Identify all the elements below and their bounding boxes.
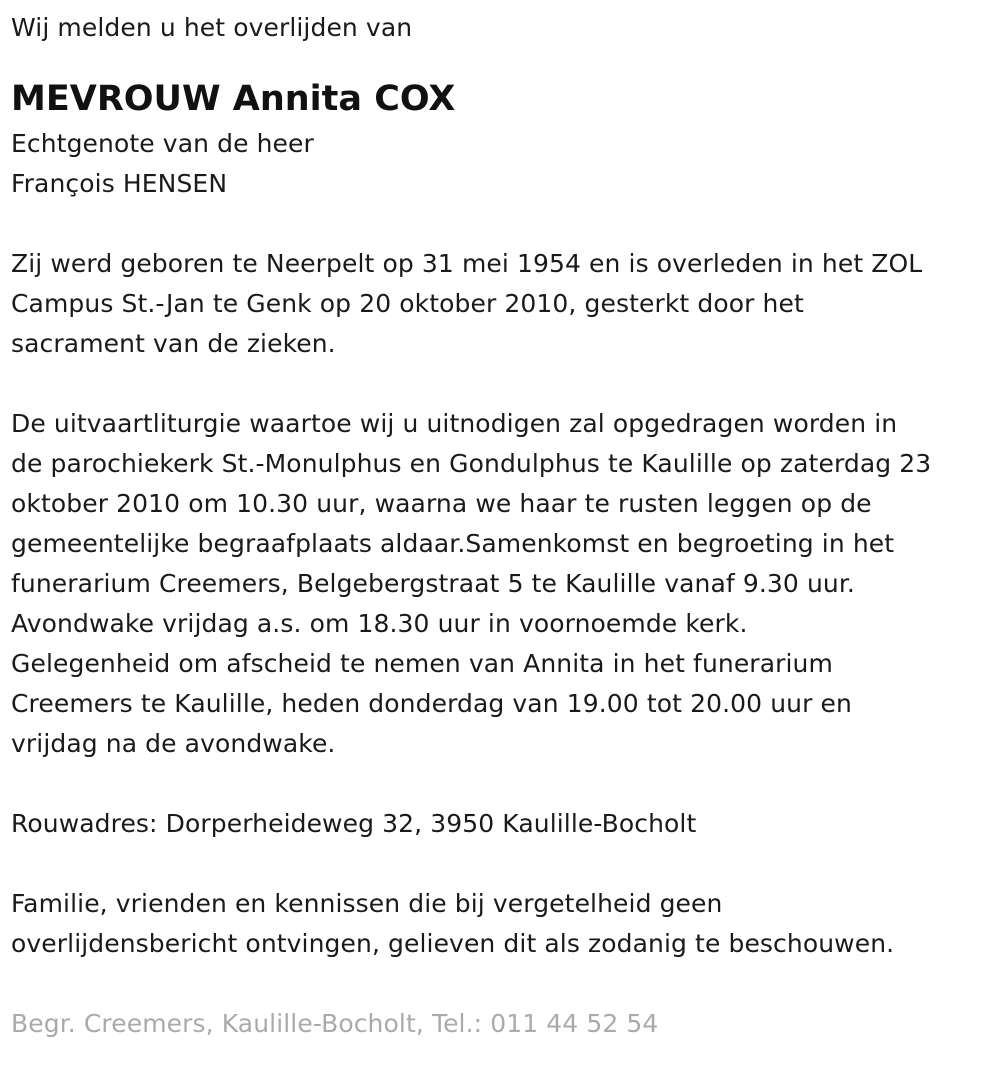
- paragraph-line: overlijdensbericht ontvingen, gelieven dit als zodanig te beschouwen.: [11, 929, 895, 958]
- intro-text: Wij melden u het overlijden van: [11, 13, 413, 42]
- spacer: [11, 764, 1000, 804]
- paragraph-line: gemeentelijke begraafplaats aldaar.Samenkomst en begroeting in het: [11, 529, 895, 558]
- birth-death-paragraph: [11, 244, 1000, 364]
- notice-paragraph: [11, 884, 1000, 964]
- spacer: [11, 204, 1000, 244]
- funeral-home-footer: Begr. Creemers, Kaulille-Bocholt, Tel.: 011 44 52 54: [11, 1009, 659, 1038]
- mourning-address: Rouwadres: Dorperheideweg 32, 3950 Kaulille-Bocholt: [11, 809, 697, 838]
- paragraph-line: oktober 2010 om 10.30 uur, waarna we haar te rusten leggen op de: [11, 489, 872, 518]
- paragraph-line: funerarium Creemers, Belgebergstraat 5 te Kaulille vanaf 9.30 uur.: [11, 569, 855, 598]
- spacer: [11, 844, 1000, 884]
- funeral-paragraph: [11, 404, 1000, 764]
- spouse-line-2: François HENSEN: [11, 169, 228, 198]
- paragraph-line: vrijdag na de avondwake.: [11, 729, 336, 758]
- paragraph-line: de parochiekerk St.-Monulphus en Gondulphus te Kaulille op zaterdag 23: [11, 449, 932, 478]
- paragraph-line: Familie, vrienden en kennissen die bij vergetelheid geen: [11, 889, 723, 918]
- paragraph-line: De uitvaartliturgie waartoe wij u uitnodigen zal opgedragen worden in: [11, 409, 898, 438]
- paragraph-line: Avondwake vrijdag a.s. om 18.30 uur in voornoemde kerk.: [11, 609, 748, 638]
- paragraph-line: Gelegenheid om afscheid te nemen van Annita in het funerarium: [11, 649, 833, 678]
- paragraph-line: Campus St.-Jan te Genk op 20 oktober 2010, gesterkt door het: [11, 289, 804, 318]
- deceased-name: MEVROUW Annita COX: [11, 79, 456, 119]
- spouse-line-1: Echtgenote van de heer: [11, 129, 314, 158]
- spacer: [11, 964, 1000, 1004]
- spacer: [11, 364, 1000, 404]
- paragraph-line: Creemers te Kaulille, heden donderdag van 19.00 tot 20.00 uur en: [11, 689, 852, 718]
- paragraph-line: Zij werd geboren te Neerpelt op 31 mei 1954 en is overleden in het ZOL: [11, 249, 923, 278]
- paragraph-line: sacrament van de zieken.: [11, 329, 336, 358]
